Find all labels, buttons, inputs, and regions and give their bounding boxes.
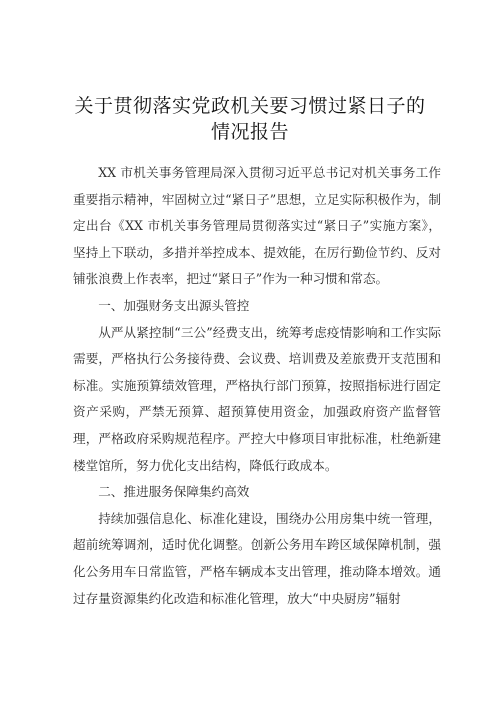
intro-paragraph: XX 市机关事务管理局深入贯彻习近平总书记对机关事务工作重要指示精神，牢固树立过“紧日子”思想，立足实际积极作为，制定出台《XX 市机关事务管理局贯彻落实过“紧日子”实施方案》，坚持上下联动，多措并举控成本、提效能，在厉行勤俭节约、反对铺张浪费上作表率，把过“紧日子”作为一种习惯和常态。: [73, 165, 441, 287]
section-heading-2: 二、推进服务保障集约高效: [98, 484, 250, 500]
section-2-paragraph: 持续加强信息化、标准化建设，围绕办公用房集中统一管理，超前统筹调剂，适时优化调整。创新公务用车跨区域保障机制，强化公务用车日常监管，严格车辆成本支出管理，推动降本增效。通过存量资源集约化改造和标准化管理，放大“中央厨房”辐射: [73, 510, 441, 606]
section-1-paragraph: 从严从紧控制“三公”经费支出，统筹考虑疫情影响和工作实际需要，严格执行公务接待费、会议费、培训费及差旅费开支范围和标准。实施预算绩效管理，严格执行部门预算，按照指标进行固定资产采购，严禁无预算、超预算使用资金，加强政府资产监督管理，严格政府采购规范程序。严控大中修项目审批标准，杜绝新建楼堂馆所，努力优化支出结构，降低行政成本。: [73, 324, 441, 473]
document-title-line-1: 关于贯彻落实党政机关要习惯过紧日子的: [74, 95, 426, 117]
section-heading-1: 一、加强财务支出源头管控: [98, 297, 250, 313]
document-title-line-2: 情况报告: [210, 121, 289, 143]
document-body: [73, 160, 441, 612]
